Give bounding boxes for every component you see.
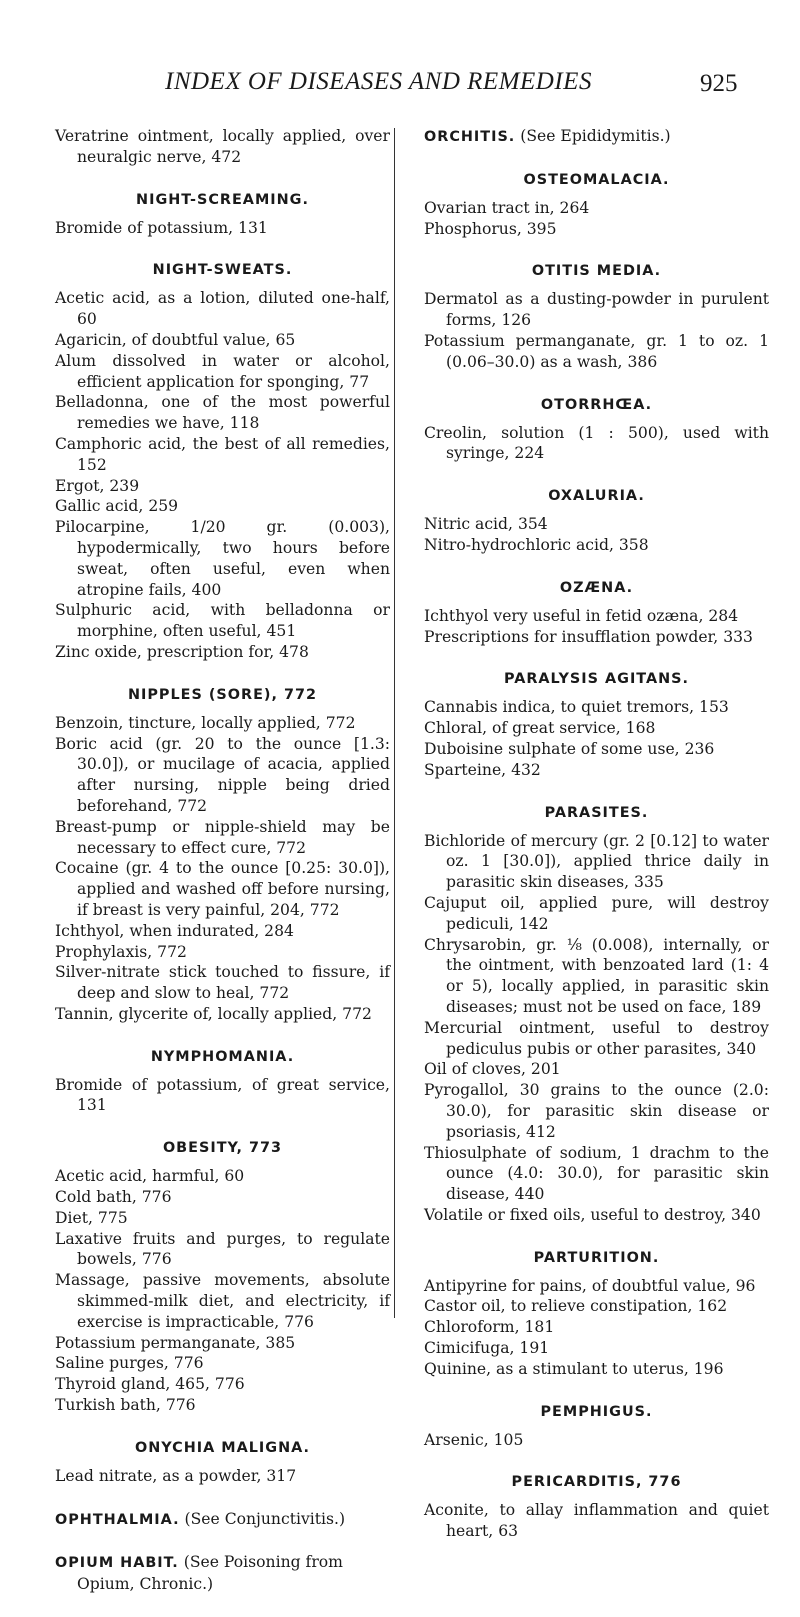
index-entry: Boric acid (gr. 20 to the ounce [1.3: 30.0]), or mucilage of acacia, applied after nursing, nipple being dried beforehand, 772 [55, 734, 390, 815]
index-section [424, 578, 769, 648]
index-entry: Breast-pump or nipple-shield may be necessary to effect cure, 772 [55, 817, 390, 857]
index-entry: Ergot, 239 [55, 476, 140, 495]
index-section [424, 170, 769, 240]
section-heading: ONYCHIA MALIGNA. [135, 1439, 310, 1456]
index-entry: Silver-nitrate stick touched to fissure, if deep and slow to heal, 772 [55, 963, 390, 1003]
index-entry: Ovarian tract in, 264 [424, 198, 590, 217]
index-entry: Bromide of potassium, of great service, 131 [55, 1075, 390, 1115]
index-entry: Cannabis indica, to quiet tremors, 153 [424, 698, 729, 717]
index-entry: Cold bath, 776 [55, 1188, 172, 1207]
index-entry: Bichloride of mercury (gr. 2 [0.12] to water oz. 1 [30.0]), applied thrice daily in parasitic skin diseases, 335 [424, 831, 769, 892]
index-entry: Oil of cloves, 201 [424, 1060, 561, 1079]
section-heading: PEMPHIGUS. [540, 1403, 653, 1420]
index-entry: Cajuput oil, applied pure, will destroy pediculi, 142 [424, 893, 769, 933]
section-heading: OSTEOMALACIA. [523, 171, 670, 188]
index-entry: Bromide of potassium, 131 [55, 218, 268, 237]
section-heading: OTORRHŒA. [540, 396, 653, 413]
cross-reference [424, 126, 769, 148]
index-entry: Diet, 775 [55, 1208, 128, 1227]
section-heading: OZÆNA. [559, 579, 634, 596]
index-entry: Thyroid gland, 465, 776 [55, 1375, 245, 1394]
section-heading: OBESITY, 773 [162, 1140, 283, 1157]
index-section [55, 685, 390, 1025]
index-entry: Volatile or fixed oils, useful to destroy, 340 [424, 1205, 761, 1224]
index-section [424, 1248, 769, 1380]
index-entry: Antipyrine for pains, of doubtful value, 96 [424, 1276, 756, 1295]
index-entry: Phosphorus, 395 [424, 219, 557, 238]
running-title: INDEX OF DISEASES AND REMEDIES [165, 68, 592, 95]
column-divider [394, 128, 395, 1318]
index-entry: Ichthyol, when indurated, 284 [55, 921, 294, 940]
headword: ORCHITIS. [424, 129, 516, 145]
index-entry: Potassium permanganate, 385 [55, 1333, 296, 1352]
index-section [55, 1047, 390, 1117]
index-section [55, 1138, 390, 1416]
cross-reference [55, 1509, 390, 1531]
index-entry: Chloral, of great service, 168 [424, 719, 656, 738]
index-section [424, 1402, 769, 1451]
page-number: 925 [700, 70, 738, 97]
index-section [55, 1438, 390, 1487]
index-entry: Creolin, solution (1 : 500), used with syringe, 224 [424, 423, 769, 463]
index-entry: Duboisine sulphate of some use, 236 [424, 739, 715, 758]
index-section [424, 261, 769, 372]
index-entry: Belladonna, one of the most powerful remedies we have, 118 [55, 393, 390, 433]
index-entry: Chloroform, 181 [424, 1318, 555, 1337]
index-section [424, 486, 769, 556]
section-heading: PERICARDITIS, 776 [511, 1474, 682, 1491]
index-section [424, 669, 769, 780]
index-entry: Sulphuric acid, with belladonna or morphine, often useful, 451 [55, 601, 390, 641]
index-entry: Prescriptions for insufflation powder, 333 [424, 627, 753, 646]
index-section [55, 260, 390, 662]
index-section [424, 395, 769, 465]
index-entry: Cocaine (gr. 4 to the ounce [0.25: 30.0]), applied and washed off before nursing, if breast is very painful, 204, 772 [55, 859, 390, 919]
section-heading: OXALURIA. [548, 488, 645, 505]
right-column [424, 126, 769, 1564]
index-entry: Camphoric acid, the best of all remedies, 152 [55, 434, 390, 474]
index-entry: Tannin, glycerite of, locally applied, 772 [55, 1004, 372, 1023]
section-heading: NIGHT-SCREAMING. [136, 191, 309, 208]
index-entry: Massage, passive movements, absolute skimmed-milk diet, and electricity, if exercise is impracticable, 776 [55, 1271, 390, 1331]
index-entry: Castor oil, to relieve constipation, 162 [424, 1297, 728, 1316]
lead-entries [55, 126, 390, 168]
see-reference: (See Poisoning from Opium, Chronic.) [77, 1553, 343, 1594]
index-entry: Quinine, as a stimulant to uterus, 196 [424, 1359, 724, 1378]
index-entry: Zinc oxide, prescription for, 478 [55, 642, 309, 661]
section-heading: NIPPLES (SORE), 772 [127, 686, 318, 703]
index-section [424, 1472, 769, 1542]
cross-reference [55, 1552, 390, 1595]
index-entry: Potassium permanganate, gr. 1 to oz. 1 (0.06–30.0) as a wash, 386 [424, 331, 769, 371]
see-reference: (See Conjunctivitis.) [184, 1509, 346, 1528]
index-entry: Cimicifuga, 191 [424, 1339, 550, 1358]
index-entry: Acetic acid, harmful, 60 [55, 1167, 245, 1186]
index-entry: Aconite, to allay inflammation and quiet heart, 63 [424, 1501, 769, 1541]
index-entry: Alum dissolved in water or alcohol, efficient application for sponging, 77 [55, 351, 390, 391]
index-entry: Turkish bath, 776 [55, 1396, 196, 1415]
index-entry: Dermatol as a dusting-powder in purulent forms, 126 [424, 290, 769, 330]
left-column [55, 126, 390, 1617]
index-entry: Arsenic, 105 [424, 1430, 524, 1449]
section-heading: OTITIS MEDIA. [531, 263, 662, 280]
index-entry: Gallic acid, 259 [55, 497, 179, 516]
index-entry: Benzoin, tincture, locally applied, 772 [55, 713, 356, 732]
index-entry: Nitric acid, 354 [424, 515, 548, 534]
headword: OPHTHALMIA. [55, 1511, 180, 1528]
headword: OPIUM HABIT. [55, 1555, 179, 1572]
index-entry: Ichthyol very useful in fetid ozæna, 284 [424, 606, 739, 625]
index-entry: Mercurial ointment, useful to destroy pediculus pubis or other parasites, 340 [424, 1018, 769, 1058]
index-entry: Sparteine, 432 [424, 760, 541, 779]
index-entry: Pilocarpine, 1/20 gr. (0.003), hypodermically, two hours before sweat, often useful, even when atropine fails, 400 [55, 518, 390, 599]
section-heading: PARTURITION. [533, 1249, 660, 1266]
index-entry: Acetic acid, as a lotion, diluted one-half, 60 [55, 289, 390, 329]
see-reference: (See Epididymitis.) [520, 127, 671, 145]
index-section [424, 803, 769, 1226]
index-entry: Saline purges, 776 [55, 1354, 204, 1373]
section-heading: NYMPHOMANIA. [150, 1048, 295, 1065]
section-heading: NIGHT-SWEATS. [152, 262, 293, 279]
index-entry: Lead nitrate, as a powder, 317 [55, 1466, 297, 1485]
index-entry: Pyrogallol, 30 grains to the ounce (2.0: 30.0), for parasitic skin disease or psoriasis, 412 [424, 1081, 769, 1141]
index-entry: Agaricin, of doubtful value, 65 [55, 330, 296, 349]
index-entry: Laxative fruits and purges, to regulate bowels, 776 [55, 1229, 390, 1269]
section-heading: PARASITES. [544, 804, 649, 821]
index-entry: Nitro-hydrochloric acid, 358 [424, 535, 649, 554]
index-entry: Thiosulphate of sodium, 1 drachm to the ounce (4.0: 30.0), for parasitic skin disease, 440 [424, 1143, 769, 1204]
index-section [55, 190, 390, 239]
page-header [0, 62, 800, 102]
section-heading: PARALYSIS AGITANS. [503, 671, 690, 688]
index-entry: Chrysarobin, gr. ⅛ (0.008), internally, or the ointment, with benzoated lard (1: 4 or 5), locally applied, in parasitic skin diseases; must not be used on face, 189 [424, 935, 769, 1016]
index-entry: Veratrine ointment, locally applied, over neuralgic nerve, 472 [55, 127, 390, 166]
index-entry: Prophylaxis, 772 [55, 942, 187, 961]
